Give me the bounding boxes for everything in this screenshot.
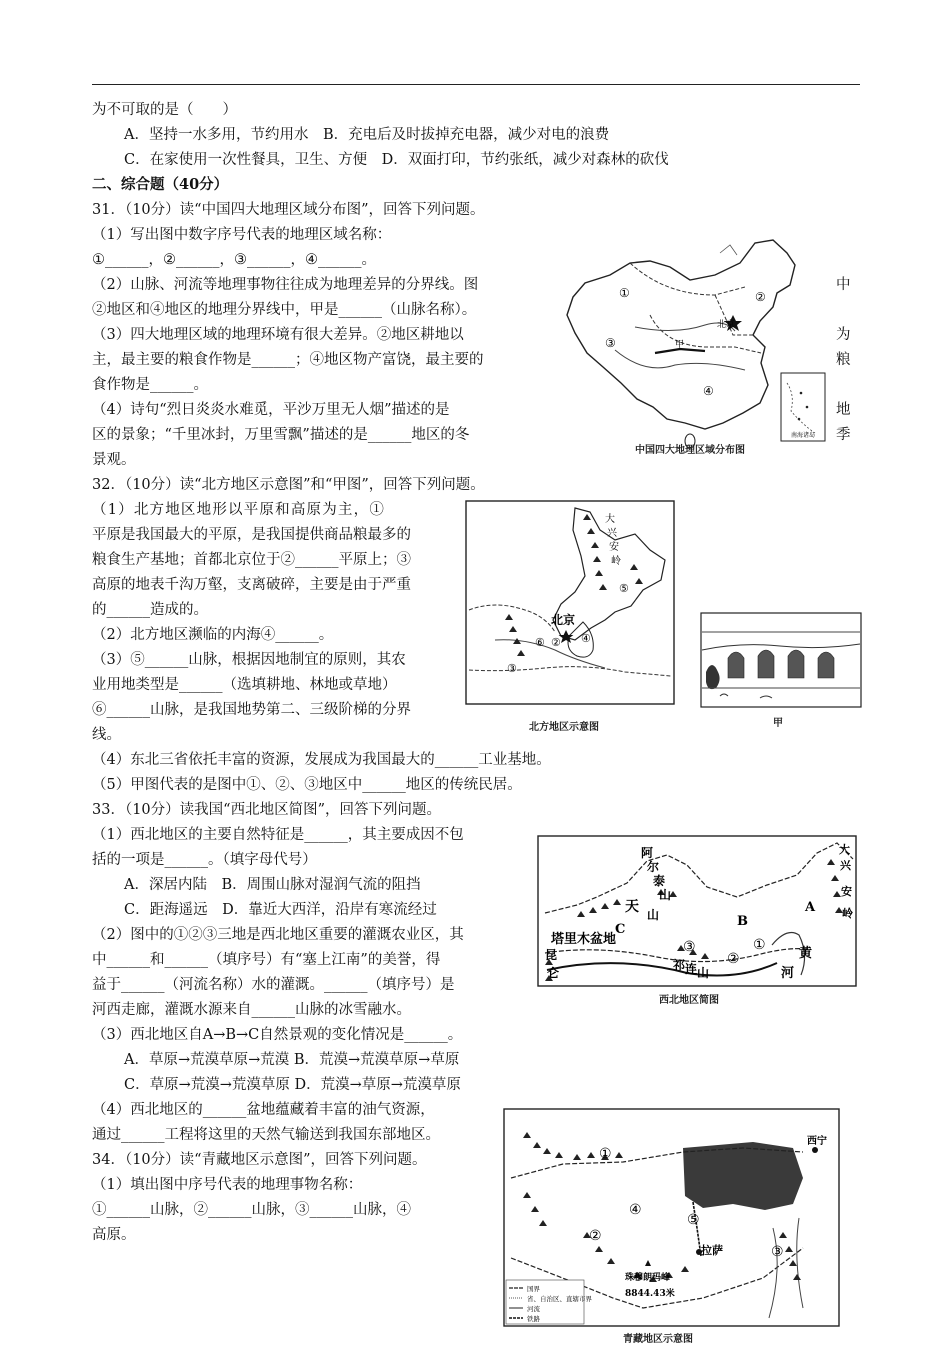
question-34-title: 34．（10分）读“青藏地区示意图”，回答下列问题。 [92,1152,427,1168]
north-label-4: ④ [581,632,591,645]
text-line: 为不可取的是（ ） [92,102,237,118]
text-line: （5）甲图代表的是图中①、②、③地区中______地区的传统民居。 [92,777,522,793]
china-label-3: ③ [605,336,616,350]
qz-legend-2: 河流 [527,1305,540,1313]
text-line: （3）⑤______山脉，根据因地制宜的原则，其农 [92,652,406,668]
text-line-end: 粮 [836,352,851,368]
nw-label-kun: 昆 [545,948,558,962]
text-line: ①______山脉，②______山脉，③______山脉，④ [92,1202,411,1218]
qz-legend-1: 省、自治区、直辖市界 [527,1295,592,1303]
text-line: ②地区和④地区的地理分界线中，甲是______（山脉名称）。 [92,302,477,318]
china-inset-label: 南海诸岛 [791,432,816,439]
text-line: （1）填出图中序号代表的地理事物名称： [92,1177,363,1193]
nw-label-A: A [805,900,816,915]
option-line: A．坚持一水多用，节约用水 B．充电后及时拔掉充电器，减少对电的浪费 [124,127,610,143]
text-line-end: 地 [836,402,851,418]
text-line: ⑥______山脉，是我国地势第二、三级阶梯的分界 [92,702,411,718]
text-line: （4）西北地区的______盆地蕴藏着丰富的油气资源， [92,1102,435,1118]
text-line: 中______和______（填序号）有“塞上江南”的美誉，得 [92,952,441,968]
text-line: 主，最主要的粮食作物是______；④地区物产富饶，最主要的 [92,352,484,368]
north-label-2: ② [551,636,561,649]
north-label-ling: 岭 [611,556,621,567]
text-line: 通过______工程将这里的天然气输送到我国东部地区。 [92,1127,440,1143]
text-line: （3）西北地区自A→B→C自然景观的变化情况是______。 [92,1027,463,1043]
text-line: 景观。 [92,452,136,468]
text-line: （1）北方地区地形以平原和高原为主，① [92,502,386,518]
text-line: ①______，②______，③______，④______。 [92,252,376,268]
qz-legend [506,1280,593,1324]
qz-legend-3: 铁路 [527,1315,540,1323]
qz-label-xining: 西宁 [807,1136,827,1147]
nw-label-lian: 连 [685,962,698,976]
qz-label-5: ⑤ [687,1212,700,1228]
nw-label-an: 安 [841,885,852,898]
north-map-graphic [465,500,675,710]
nw-label-tai: 泰 [653,874,666,888]
china-regions-map [555,235,830,457]
northwest-map-graphic [537,835,857,987]
nw-label-shan: 山 [659,888,672,902]
option-line: A．深居内陆 B．周围山脉对湿润气流的阻挡 [124,877,421,893]
china-map-caption: 中国四大地理区域分布图 [635,445,745,456]
nw-label-ling: 岭 [842,907,853,920]
nw-label-2: ② [727,951,740,967]
text-line: （3）四大地理区域的地理环境有很大差异。②地区耕地以 [92,327,464,343]
north-label-6: ⑥ [535,636,545,649]
text-line: （2）北方地区濒临的内海④______。 [92,627,334,643]
question-32-title: 32．（10分）读“北方地区示意图”和“甲图”，回答下列问题。 [92,477,485,493]
jia-dwelling-illustration [700,612,862,708]
china-map-graphic [555,235,830,457]
text-line: 高原。 [92,1227,136,1243]
nw-label-1: ① [753,937,766,953]
text-line: 粮食生产基地；首都北京位于②______平原上；③ [92,552,411,568]
nw-label-C: C [615,922,626,937]
china-label-4: ④ [703,384,714,398]
text-line-end: 季 [836,427,851,443]
text-line: 线。 [92,727,121,743]
text-line: 的______造成的。 [92,602,208,618]
text-line: （1）西北地区的主要自然特征是______，其主要成因不包 [92,827,464,843]
qz-label-4: ④ [629,1202,642,1218]
qz-label-2: ② [589,1228,602,1244]
north-region-map [465,500,675,735]
china-label-jia: 甲 [675,340,685,350]
text-line: （4）诗句“烈日炎炎水难觅，平沙万里无人烟”描述的是 [92,402,450,418]
question-33-title: 33．（10分）读我国“西北地区简图”，回答下列问题。 [92,802,441,818]
text-line: 益于______（河流名称）水的灌溉。______（填序号）是 [92,977,455,993]
header-rule [92,84,860,85]
qingzang-map-graphic [503,1108,840,1328]
north-label-an: 安 [609,542,619,553]
option-line: C．距海遥远 D．靠近大西洋，沿岸有寒流经过 [124,902,437,918]
option-line: C．在家使用一次性餐具，卫生、方便 D．双面打印，节约张纸，减少对森林的砍伐 [124,152,669,168]
qz-label-height: 8844.43米 [625,1289,675,1299]
nw-label-B: B [737,914,748,929]
nw-label-er: 尔 [647,860,660,874]
qingzang-map-caption: 青藏地区示意图 [623,1334,693,1345]
nw-label-basin: 塔里木盆地 [551,932,617,947]
text-line: 括的一项是______。（填字母代号） [92,852,317,868]
nw-label-lun: 仑 [547,966,560,980]
nw-label-lshan: 山 [697,966,710,980]
section-heading: 二、综合题（40分） [92,176,229,193]
jia-picture [700,612,862,734]
nw-label-huang: 黄 [799,946,813,961]
northwest-map-caption: 西北地区简图 [659,995,719,1006]
north-label-da: 大 [605,514,615,525]
qz-label-3: ③ [771,1244,784,1260]
qz-legend-0: 国界 [527,1285,540,1293]
text-line: 业用地类型是______（选填耕地、林地或草地） [92,677,397,693]
option-line: C．草原→荒漠→荒漠草原 D．荒漠→草原→荒漠草原 [124,1077,461,1093]
text-line-end: 为 [836,327,851,343]
china-label-beijing: 北京 [717,320,736,330]
qz-label-everest: 珠穆朗玛峰 [625,1273,671,1283]
china-label-1: ① [619,286,630,300]
north-label-5: ⑤ [619,582,629,595]
text-line: （4）东北三省依托丰富的资源，发展成为我国最大的______工业基地。 [92,752,551,768]
china-label-2: ② [755,290,766,304]
qz-label-lhasa: 拉萨 [701,1244,723,1257]
north-map-caption: 北方地区示意图 [529,722,599,733]
nw-label-3: ③ [683,939,696,955]
nw-label-qi: 祁 [673,958,686,972]
nw-label-tian: 天 [625,899,639,915]
nw-label-xing: 兴 [840,859,851,872]
text-line: （2）山脉、河流等地理事物往往成为地理差异的分界线。图 [92,277,479,293]
text-line: （2）图中的①②③三地是西北地区重要的灌溉农业区，其 [92,927,464,943]
north-label-xing: 兴 [607,528,617,539]
text-line: 高原的地表千沟万壑，支离破碎，主要是由于严重 [92,577,411,593]
jia-caption: 甲 [773,718,783,729]
northwest-map [537,835,857,1010]
text-line: 食作物是______。 [92,377,208,393]
question-31-title: 31．（10分）读“中国四大地理区域分布图”，回答下列问题。 [92,202,485,218]
option-line: A．草原→荒漠草原→荒漠 B．荒漠→荒漠草原→草原 [124,1052,460,1068]
qz-label-1: ① [599,1146,612,1162]
text-line: （1）写出图中数字序号代表的地理区域名称： [92,227,392,243]
nw-label-he: 河 [781,966,795,981]
north-label-beijing: 北京 [551,613,576,627]
nw-label-tshan: 山 [647,908,660,922]
nw-label-da: 大 [839,843,850,856]
nw-label-a: 阿 [641,846,654,860]
qingzang-map [503,1108,840,1344]
text-line: 平原是我国最大的平原，是我国提供商品粮最多的 [92,527,411,543]
text-line-end: 中 [836,277,851,293]
text-line: 区的景象；“千里冰封，万里雪飘”描述的是______地区的冬 [92,427,470,443]
north-label-3: ③ [507,662,517,675]
text-line: 河西走廊，灌溉水源来自______山脉的冰雪融水。 [92,1002,411,1018]
